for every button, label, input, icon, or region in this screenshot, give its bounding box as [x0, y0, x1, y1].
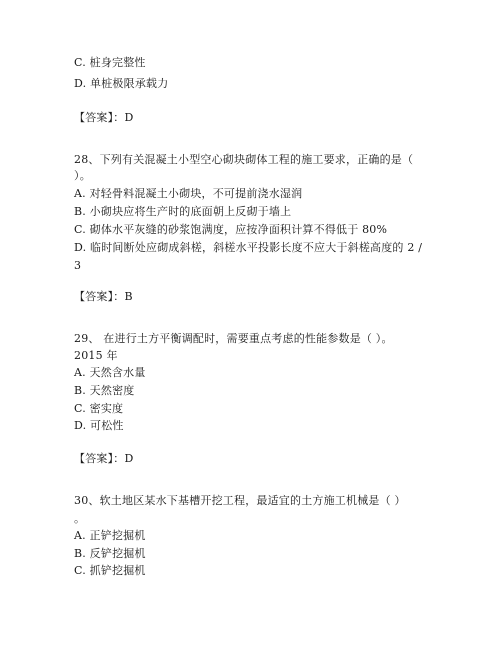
q28-answer: 【答案】：B: [74, 290, 133, 303]
q30-option-c: C. 抓铲挖掘机: [74, 564, 146, 577]
q28-option-d-line2: 3: [74, 259, 82, 272]
q27-answer: 【答案】：D: [74, 111, 134, 124]
q29-option-b: B. 天然密度: [74, 384, 135, 397]
q28-option-c: C. 砌体水平灰缝的砂浆饱满度，应按净面积计算不得低于 80%: [74, 223, 388, 236]
q29-answer: 【答案】：D: [74, 452, 134, 465]
q27-option-d: D. 单桩极限承载力: [74, 77, 169, 90]
q28-option-d-line1: D. 临时间断处应砌成斜槎，斜槎水平投影长度不应大于斜槎高度的 2 /: [74, 241, 423, 254]
q28-stem-line2: ）。: [74, 169, 91, 182]
q28-stem-line1: 28、下列有关混凝土小型空心砌块砌体工程的施工要求，正确的是（: [74, 153, 414, 166]
q28-option-a: A. 对轻骨料混凝土小砌块，不可提前浇水湿润: [74, 187, 303, 200]
q30-option-a: A. 正铲挖掘机: [74, 529, 146, 542]
q30-stem-line2: 。: [74, 512, 86, 525]
q29-stem-line1: 29、 在进行土方平衡调配时，需要重点考虑的性能参数是（ ）。: [74, 332, 393, 345]
q29-option-c: C. 密实度: [74, 402, 124, 415]
q28-option-b: B. 小砌块应将生产时的底面朝上反砌于墙上: [74, 205, 292, 218]
q29-option-a: A. 天然含水量: [74, 366, 146, 379]
q29-option-d: D. 可松性: [74, 419, 124, 432]
q30-stem-line1: 30、软土地区某水下基槽开挖工程，最适宜的土方施工机械是（ ）: [74, 494, 406, 507]
q30-option-b: B. 反铲挖掘机: [74, 547, 146, 560]
q27-option-c: C. 桩身完整性: [74, 56, 146, 69]
q29-stem-line2: 2015 年: [74, 349, 118, 362]
